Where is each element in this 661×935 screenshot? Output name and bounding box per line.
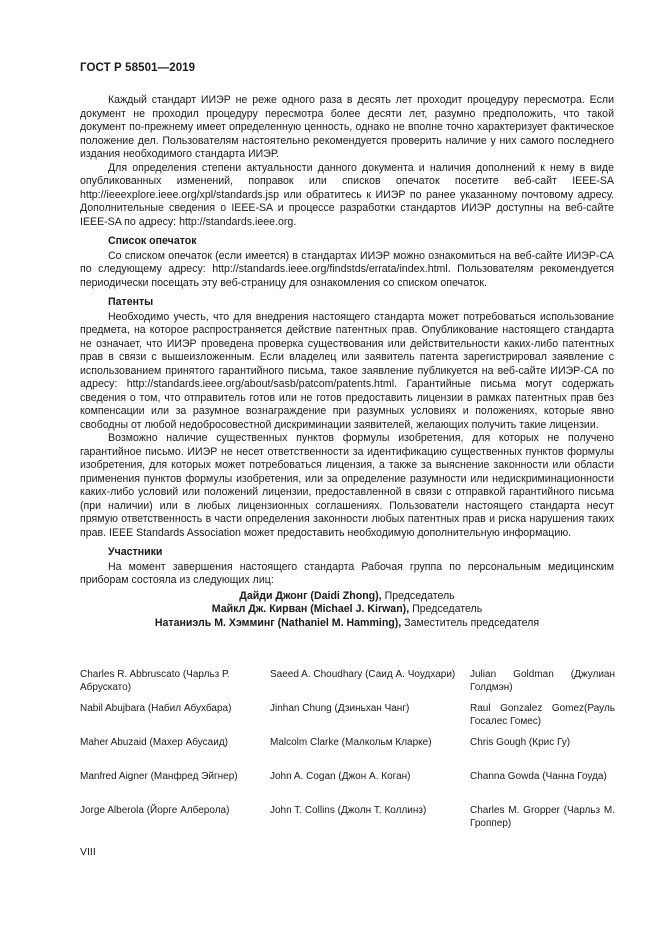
errata-heading: Список опечаток [108,235,197,247]
officer-name: Дайди Джонг (Daidi Zhong), [239,589,382,602]
participants-row [80,702,615,736]
document-code: ГОСТ Р 58501—2019 [80,62,196,74]
participants-row [80,668,615,702]
participant-name: John A. Cogan (Джон А. Коган) [270,771,411,782]
participant-name: Channa Gowda (Чанна Гоуда) [470,771,607,782]
participant-name: Maher Abuzaid (Махер Абусаид) [80,737,228,748]
patents-paragraph-1: Необходимо учесть, что для внедрения настоящего стандарта может потребоваться использование предмета, на которое распространяется действие патентных прав. Опубликование настоящего стандарта не означает, что ИИЭР проведена проверка существования или действительности каких-либо патентных прав в связи с вышеизложенным. Если владелец или заявитель патента зарегистрировал заявление с использованием принятого гарантийного письма, такое заявление публикуется на веб-сайте ИИЭР-СА по адресу: http://standards.ieee.org/about/sasb/patcom/patents.html. Гарантийные письма могут содержать сведения о том, что отправитель готов или не готов предоставить лицензии в рамках патентных прав без компенсации или за разумное вознаграждение при разумных условиях и положениях, которые явно свободны от любой недобросовестной дискриминации заявителей, желающих получить такие лицензии. [80,310,614,431]
officer-role: Председатель [409,603,483,615]
officer-name: Майкл Дж. Кирван (Michael J. Kirwan), [211,603,410,615]
document-body [80,94,614,630]
officer-line [80,603,614,617]
participant-name: Malcolm Clarke (Малкольм Кларке) [270,737,432,748]
participants-heading: Участники [108,546,163,558]
participant-name: John T. Collins (Джолн Т. Коллинз) [270,805,427,816]
officer-name: Натаниэль М. Хэмминг (Nathaniel M. Hamming), [154,616,402,629]
patents-heading: Патенты [108,296,154,308]
intro-paragraph-1: Каждый стандарт ИИЭР не реже одного раза в десять лет проходит процедуру пересмотра. Если документ не проходил процедуру пересмотра более десяти лет, разумно предположить, что такой документ по-прежнему имеет определенную ценность, однако не вполне точно характеризует фактическое положение дел. Пользователям настоятельно рекомендуется проверить наличие у них самого последнего издания необходимого стандарта ИИЭР. [80,94,614,160]
officer-line [80,617,614,631]
participants-paragraph: На момент завершения настоящего стандарта Рабочая группа по персональным медицинским приборам состояла из следующих лиц: [80,560,614,586]
participant-name: Jinhan Chung (Дзиньхан Чанг) [270,703,410,714]
participants-table [80,668,615,838]
patents-paragraph-2: Возможно наличие существенных пунктов формулы изобретения, для которых не получено гарантийное письмо. ИИЭР не несет ответственности за идентификацию существенных пунктов формулы изобретения, для которых может потребоваться лицензия, а также за выяснение законности или области применения пунктов формулы изобретения, или за определение разумности или недискриминационности каких-либо условий или положений лицензии, предоставленной в связи с отправкой гарантийного письма (при наличии) или в любых лицензионных соглашениях. Пользователи настоящего стандарта несут прямую ответственность в части определения законности любых патентных прав и риска нарушения таких прав. IEEE Standards Association может предоставить необходимую дополнительную информацию. [80,432,614,539]
participant-name: Nabil Abujbara (Набил Абухбара) [80,703,232,714]
participant-name: Jorge Alberola (Йорге Алберола) [80,805,230,816]
intro-paragraph-2: Для определения степени актуальности данного документа и наличия дополнений к нему в виде опубликованных изменений, поправок или списков опечаток посетите веб-сайт IEEE-SA http://ieeexplore.ieee.org/xpl/standards.jsp или обратитесь к ИИЭР по ранее указанному почтовому адресу. Дополнительные сведения о IEEE-SA и процессе разработки стандартов ИИЭР доступны на веб-сайте IEEE-SA по адресу: http://standards.ieee.org. [80,161,614,228]
participants-row [80,770,615,804]
page-number: VIII [80,846,96,858]
officer-role: Председатель [381,589,455,602]
participant-name: Raul Gonzalez Gomez(Рауль Госалес Гомес) [470,703,615,727]
participant-name: Manfred Aigner (Манфред Эйгнер) [80,771,238,782]
participants-row [80,804,615,838]
participant-name: Charles M. Gropper (Чарльз М. Гроппер) [470,805,615,829]
participant-name: Charles R. Abbruscato (Чарльз Р. Абрускато) [80,669,230,693]
officer-line [80,590,614,604]
participant-name: Chris Gough (Крис Гу) [470,737,571,748]
participant-name: Saeed A. Choudhary (Саид А. Чоудхари) [270,669,456,680]
participants-row [80,736,615,770]
officer-role: Заместитель председателя [401,616,540,629]
participant-name: Julian Goldman (Джулиан Голдмэн) [470,669,615,693]
errata-paragraph: Со списком опечаток (если имеется) в стандартах ИИЭР можно ознакомиться на веб-сайте ИИЭР-СА по следующему адресу: http://standards.ieee.org/findstds/errata/index.html. Пользователям рекомендуется периодически посещать эту веб-страницу для ознакомления со списком опечаток. [80,249,614,289]
officers-list [80,590,614,631]
